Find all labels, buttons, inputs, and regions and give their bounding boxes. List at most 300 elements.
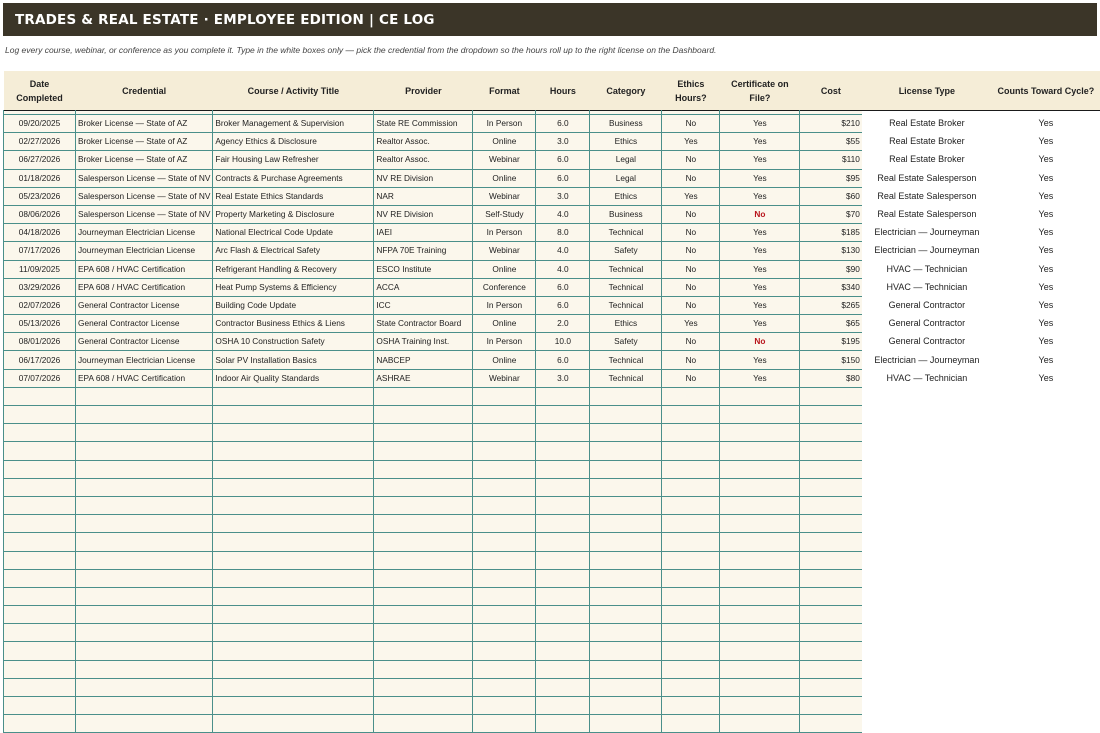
ethics-cell[interactable] bbox=[662, 442, 720, 460]
cost-cell[interactable] bbox=[800, 678, 862, 696]
category-cell[interactable]: Safety bbox=[590, 242, 662, 260]
provider-cell[interactable]: Realtor Assoc. bbox=[374, 133, 473, 151]
cost-cell[interactable]: $265 bbox=[800, 296, 862, 314]
credential-cell[interactable]: Journeyman Electrician License bbox=[76, 224, 213, 242]
col-header-counts-toward-cycle[interactable]: Counts Toward Cycle? bbox=[992, 71, 1100, 111]
cost-cell[interactable] bbox=[800, 424, 862, 442]
format-cell[interactable] bbox=[473, 624, 536, 642]
date-cell[interactable]: 08/06/2026 bbox=[4, 205, 76, 223]
title-cell[interactable]: Real Estate Ethics Standards bbox=[213, 187, 374, 205]
hours-cell[interactable]: 4.0 bbox=[536, 205, 590, 223]
format-cell[interactable] bbox=[473, 587, 536, 605]
hours-cell[interactable]: 6.0 bbox=[536, 151, 590, 169]
date-cell[interactable]: 05/13/2026 bbox=[4, 315, 76, 333]
title-cell[interactable] bbox=[213, 569, 374, 587]
provider-cell[interactable]: ACCA bbox=[374, 278, 473, 296]
title-cell[interactable]: Agency Ethics & Disclosure bbox=[213, 133, 374, 151]
certificate-cell[interactable]: Yes bbox=[720, 187, 800, 205]
ethics-cell[interactable]: No bbox=[662, 169, 720, 187]
certificate-cell[interactable] bbox=[720, 642, 800, 660]
title-cell[interactable] bbox=[213, 697, 374, 715]
title-cell[interactable] bbox=[213, 715, 374, 733]
credential-cell[interactable] bbox=[76, 478, 213, 496]
title-cell[interactable] bbox=[213, 515, 374, 533]
title-cell[interactable] bbox=[213, 660, 374, 678]
provider-cell[interactable]: IAEI bbox=[374, 224, 473, 242]
certificate-cell[interactable] bbox=[720, 406, 800, 424]
credential-cell[interactable]: EPA 608 / HVAC Certification bbox=[76, 278, 213, 296]
col-header-title[interactable]: Course / Activity Title bbox=[213, 71, 374, 111]
provider-cell[interactable] bbox=[374, 569, 473, 587]
hours-cell[interactable] bbox=[536, 697, 590, 715]
date-cell[interactable] bbox=[4, 442, 76, 460]
cost-cell[interactable]: $110 bbox=[800, 151, 862, 169]
date-cell[interactable] bbox=[4, 496, 76, 514]
credential-cell[interactable] bbox=[76, 424, 213, 442]
date-cell[interactable] bbox=[4, 515, 76, 533]
format-cell[interactable]: Online bbox=[473, 133, 536, 151]
category-cell[interactable]: Safety bbox=[590, 333, 662, 351]
date-cell[interactable] bbox=[4, 624, 76, 642]
hours-cell[interactable] bbox=[536, 678, 590, 696]
cost-cell[interactable]: $60 bbox=[800, 187, 862, 205]
ethics-cell[interactable] bbox=[662, 606, 720, 624]
category-cell[interactable] bbox=[590, 606, 662, 624]
date-cell[interactable] bbox=[4, 460, 76, 478]
title-cell[interactable] bbox=[213, 424, 374, 442]
format-cell[interactable]: Webinar bbox=[473, 151, 536, 169]
provider-cell[interactable] bbox=[374, 587, 473, 605]
provider-cell[interactable]: OSHA Training Inst. bbox=[374, 333, 473, 351]
title-cell[interactable]: Refrigerant Handling & Recovery bbox=[213, 260, 374, 278]
provider-cell[interactable]: NV RE Division bbox=[374, 205, 473, 223]
category-cell[interactable] bbox=[590, 624, 662, 642]
provider-cell[interactable]: ICC bbox=[374, 296, 473, 314]
cost-cell[interactable] bbox=[800, 587, 862, 605]
credential-cell[interactable]: Journeyman Electrician License bbox=[76, 351, 213, 369]
cost-cell[interactable]: $185 bbox=[800, 224, 862, 242]
category-cell[interactable] bbox=[590, 406, 662, 424]
date-cell[interactable]: 02/27/2026 bbox=[4, 133, 76, 151]
credential-cell[interactable] bbox=[76, 551, 213, 569]
certificate-cell[interactable] bbox=[720, 587, 800, 605]
ethics-cell[interactable] bbox=[662, 551, 720, 569]
date-cell[interactable] bbox=[4, 678, 76, 696]
date-cell[interactable] bbox=[4, 387, 76, 405]
col-header-ethics[interactable]: Ethics Hours? bbox=[662, 71, 720, 111]
title-cell[interactable] bbox=[213, 406, 374, 424]
certificate-cell[interactable]: Yes bbox=[720, 278, 800, 296]
title-cell[interactable]: Solar PV Installation Basics bbox=[213, 351, 374, 369]
provider-cell[interactable]: ASHRAE bbox=[374, 369, 473, 387]
hours-cell[interactable] bbox=[536, 406, 590, 424]
credential-cell[interactable] bbox=[76, 496, 213, 514]
ethics-cell[interactable] bbox=[662, 478, 720, 496]
date-cell[interactable] bbox=[4, 642, 76, 660]
provider-cell[interactable]: State RE Commission bbox=[374, 115, 473, 133]
category-cell[interactable] bbox=[590, 678, 662, 696]
title-cell[interactable] bbox=[213, 460, 374, 478]
ethics-cell[interactable]: No bbox=[662, 115, 720, 133]
date-cell[interactable] bbox=[4, 551, 76, 569]
hours-cell[interactable] bbox=[536, 460, 590, 478]
category-cell[interactable]: Ethics bbox=[590, 133, 662, 151]
provider-cell[interactable] bbox=[374, 624, 473, 642]
format-cell[interactable] bbox=[473, 678, 536, 696]
category-cell[interactable]: Business bbox=[590, 115, 662, 133]
credential-cell[interactable] bbox=[76, 406, 213, 424]
provider-cell[interactable]: ESCO Institute bbox=[374, 260, 473, 278]
cost-cell[interactable]: $80 bbox=[800, 369, 862, 387]
cost-cell[interactable] bbox=[800, 496, 862, 514]
title-cell[interactable] bbox=[213, 624, 374, 642]
format-cell[interactable]: In Person bbox=[473, 224, 536, 242]
provider-cell[interactable] bbox=[374, 642, 473, 660]
category-cell[interactable] bbox=[590, 442, 662, 460]
date-cell[interactable] bbox=[4, 697, 76, 715]
ethics-cell[interactable] bbox=[662, 642, 720, 660]
provider-cell[interactable] bbox=[374, 697, 473, 715]
category-cell[interactable]: Ethics bbox=[590, 315, 662, 333]
title-cell[interactable] bbox=[213, 387, 374, 405]
format-cell[interactable] bbox=[473, 642, 536, 660]
hours-cell[interactable] bbox=[536, 387, 590, 405]
hours-cell[interactable] bbox=[536, 624, 590, 642]
date-cell[interactable]: 02/07/2026 bbox=[4, 296, 76, 314]
category-cell[interactable]: Technical bbox=[590, 260, 662, 278]
cost-cell[interactable]: $90 bbox=[800, 260, 862, 278]
date-cell[interactable] bbox=[4, 606, 76, 624]
cost-cell[interactable]: $210 bbox=[800, 115, 862, 133]
date-cell[interactable] bbox=[4, 406, 76, 424]
certificate-cell[interactable] bbox=[720, 551, 800, 569]
provider-cell[interactable] bbox=[374, 406, 473, 424]
format-cell[interactable] bbox=[473, 387, 536, 405]
date-cell[interactable]: 04/18/2026 bbox=[4, 224, 76, 242]
format-cell[interactable] bbox=[473, 460, 536, 478]
credential-cell[interactable] bbox=[76, 678, 213, 696]
category-cell[interactable]: Business bbox=[590, 205, 662, 223]
ethics-cell[interactable]: No bbox=[662, 224, 720, 242]
cost-cell[interactable] bbox=[800, 624, 862, 642]
category-cell[interactable]: Technical bbox=[590, 224, 662, 242]
provider-cell[interactable] bbox=[374, 515, 473, 533]
title-cell[interactable]: Property Marketing & Disclosure bbox=[213, 205, 374, 223]
category-cell[interactable] bbox=[590, 460, 662, 478]
certificate-cell[interactable]: Yes bbox=[720, 133, 800, 151]
category-cell[interactable] bbox=[590, 515, 662, 533]
format-cell[interactable]: Online bbox=[473, 351, 536, 369]
title-cell[interactable] bbox=[213, 587, 374, 605]
format-cell[interactable] bbox=[473, 697, 536, 715]
ethics-cell[interactable]: No bbox=[662, 242, 720, 260]
credential-cell[interactable]: Broker License — State of AZ bbox=[76, 151, 213, 169]
cost-cell[interactable] bbox=[800, 606, 862, 624]
format-cell[interactable] bbox=[473, 515, 536, 533]
ethics-cell[interactable]: No bbox=[662, 260, 720, 278]
cost-cell[interactable]: $130 bbox=[800, 242, 862, 260]
category-cell[interactable]: Technical bbox=[590, 278, 662, 296]
cost-cell[interactable] bbox=[800, 387, 862, 405]
hours-cell[interactable] bbox=[536, 715, 590, 733]
title-cell[interactable]: Building Code Update bbox=[213, 296, 374, 314]
category-cell[interactable] bbox=[590, 478, 662, 496]
cost-cell[interactable]: $55 bbox=[800, 133, 862, 151]
title-cell[interactable] bbox=[213, 606, 374, 624]
hours-cell[interactable]: 3.0 bbox=[536, 369, 590, 387]
col-header-date[interactable]: Date Completed bbox=[4, 71, 76, 111]
format-cell[interactable] bbox=[473, 406, 536, 424]
date-cell[interactable]: 07/17/2026 bbox=[4, 242, 76, 260]
hours-cell[interactable] bbox=[536, 660, 590, 678]
credential-cell[interactable] bbox=[76, 606, 213, 624]
hours-cell[interactable] bbox=[536, 606, 590, 624]
hours-cell[interactable]: 4.0 bbox=[536, 242, 590, 260]
ethics-cell[interactable] bbox=[662, 515, 720, 533]
credential-cell[interactable] bbox=[76, 587, 213, 605]
certificate-cell[interactable]: Yes bbox=[720, 296, 800, 314]
cost-cell[interactable] bbox=[800, 533, 862, 551]
certificate-cell[interactable]: Yes bbox=[720, 151, 800, 169]
ethics-cell[interactable] bbox=[662, 424, 720, 442]
provider-cell[interactable]: State Contractor Board bbox=[374, 315, 473, 333]
category-cell[interactable] bbox=[590, 533, 662, 551]
format-cell[interactable] bbox=[473, 424, 536, 442]
title-cell[interactable] bbox=[213, 478, 374, 496]
col-header-credential[interactable]: Credential bbox=[76, 71, 213, 111]
cost-cell[interactable]: $195 bbox=[800, 333, 862, 351]
provider-cell[interactable] bbox=[374, 660, 473, 678]
category-cell[interactable]: Technical bbox=[590, 296, 662, 314]
credential-cell[interactable]: General Contractor License bbox=[76, 296, 213, 314]
hours-cell[interactable]: 3.0 bbox=[536, 133, 590, 151]
category-cell[interactable] bbox=[590, 642, 662, 660]
provider-cell[interactable] bbox=[374, 533, 473, 551]
hours-cell[interactable] bbox=[536, 478, 590, 496]
cost-cell[interactable]: $70 bbox=[800, 205, 862, 223]
credential-cell[interactable]: Broker License — State of AZ bbox=[76, 115, 213, 133]
title-cell[interactable] bbox=[213, 442, 374, 460]
ethics-cell[interactable] bbox=[662, 660, 720, 678]
cost-cell[interactable] bbox=[800, 442, 862, 460]
certificate-cell[interactable] bbox=[720, 387, 800, 405]
credential-cell[interactable]: Salesperson License — State of NV bbox=[76, 205, 213, 223]
hours-cell[interactable]: 6.0 bbox=[536, 351, 590, 369]
hours-cell[interactable] bbox=[536, 551, 590, 569]
certificate-cell[interactable]: Yes bbox=[720, 224, 800, 242]
credential-cell[interactable] bbox=[76, 642, 213, 660]
provider-cell[interactable] bbox=[374, 606, 473, 624]
ethics-cell[interactable] bbox=[662, 460, 720, 478]
hours-cell[interactable] bbox=[536, 587, 590, 605]
format-cell[interactable] bbox=[473, 478, 536, 496]
col-header-license-type[interactable]: License Type bbox=[862, 71, 992, 111]
certificate-cell[interactable]: Yes bbox=[720, 369, 800, 387]
credential-cell[interactable]: Salesperson License — State of NV bbox=[76, 187, 213, 205]
date-cell[interactable]: 11/09/2025 bbox=[4, 260, 76, 278]
certificate-cell[interactable]: No bbox=[720, 333, 800, 351]
certificate-cell[interactable] bbox=[720, 624, 800, 642]
date-cell[interactable]: 03/29/2026 bbox=[4, 278, 76, 296]
provider-cell[interactable]: NABCEP bbox=[374, 351, 473, 369]
ethics-cell[interactable]: No bbox=[662, 369, 720, 387]
col-header-hours[interactable]: Hours bbox=[536, 71, 590, 111]
col-header-category[interactable]: Category bbox=[590, 71, 662, 111]
date-cell[interactable]: 09/20/2025 bbox=[4, 115, 76, 133]
date-cell[interactable]: 08/01/2026 bbox=[4, 333, 76, 351]
certificate-cell[interactable] bbox=[720, 533, 800, 551]
certificate-cell[interactable]: Yes bbox=[720, 242, 800, 260]
provider-cell[interactable] bbox=[374, 478, 473, 496]
certificate-cell[interactable] bbox=[720, 496, 800, 514]
category-cell[interactable]: Technical bbox=[590, 369, 662, 387]
category-cell[interactable] bbox=[590, 551, 662, 569]
format-cell[interactable] bbox=[473, 442, 536, 460]
credential-cell[interactable] bbox=[76, 624, 213, 642]
category-cell[interactable]: Technical bbox=[590, 351, 662, 369]
credential-cell[interactable] bbox=[76, 387, 213, 405]
credential-cell[interactable]: Journeyman Electrician License bbox=[76, 242, 213, 260]
credential-cell[interactable]: Salesperson License — State of NV bbox=[76, 169, 213, 187]
format-cell[interactable] bbox=[473, 606, 536, 624]
ethics-cell[interactable]: No bbox=[662, 151, 720, 169]
format-cell[interactable] bbox=[473, 569, 536, 587]
title-cell[interactable]: Fair Housing Law Refresher bbox=[213, 151, 374, 169]
ethics-cell[interactable]: No bbox=[662, 205, 720, 223]
ethics-cell[interactable] bbox=[662, 496, 720, 514]
hours-cell[interactable]: 6.0 bbox=[536, 169, 590, 187]
date-cell[interactable] bbox=[4, 569, 76, 587]
cost-cell[interactable] bbox=[800, 460, 862, 478]
credential-cell[interactable] bbox=[76, 697, 213, 715]
date-cell[interactable]: 07/07/2026 bbox=[4, 369, 76, 387]
format-cell[interactable]: Conference bbox=[473, 278, 536, 296]
provider-cell[interactable]: NV RE Division bbox=[374, 169, 473, 187]
category-cell[interactable] bbox=[590, 424, 662, 442]
format-cell[interactable]: Self-Study bbox=[473, 205, 536, 223]
title-cell[interactable] bbox=[213, 678, 374, 696]
date-cell[interactable] bbox=[4, 478, 76, 496]
cost-cell[interactable]: $340 bbox=[800, 278, 862, 296]
ethics-cell[interactable]: No bbox=[662, 278, 720, 296]
credential-cell[interactable]: Broker License — State of AZ bbox=[76, 133, 213, 151]
title-cell[interactable]: Contractor Business Ethics & Liens bbox=[213, 315, 374, 333]
title-cell[interactable] bbox=[213, 533, 374, 551]
title-cell[interactable]: Arc Flash & Electrical Safety bbox=[213, 242, 374, 260]
date-cell[interactable] bbox=[4, 587, 76, 605]
format-cell[interactable]: Webinar bbox=[473, 369, 536, 387]
category-cell[interactable] bbox=[590, 697, 662, 715]
title-cell[interactable]: Indoor Air Quality Standards bbox=[213, 369, 374, 387]
credential-cell[interactable]: General Contractor License bbox=[76, 333, 213, 351]
cost-cell[interactable] bbox=[800, 697, 862, 715]
certificate-cell[interactable] bbox=[720, 478, 800, 496]
title-cell[interactable]: Heat Pump Systems & Efficiency bbox=[213, 278, 374, 296]
provider-cell[interactable] bbox=[374, 387, 473, 405]
hours-cell[interactable]: 2.0 bbox=[536, 315, 590, 333]
cost-cell[interactable] bbox=[800, 551, 862, 569]
category-cell[interactable] bbox=[590, 587, 662, 605]
provider-cell[interactable]: NFPA 70E Training bbox=[374, 242, 473, 260]
provider-cell[interactable] bbox=[374, 496, 473, 514]
hours-cell[interactable]: 8.0 bbox=[536, 224, 590, 242]
col-header-cost[interactable]: Cost bbox=[800, 71, 862, 111]
cost-cell[interactable] bbox=[800, 569, 862, 587]
credential-cell[interactable] bbox=[76, 569, 213, 587]
certificate-cell[interactable] bbox=[720, 424, 800, 442]
credential-cell[interactable]: EPA 608 / HVAC Certification bbox=[76, 369, 213, 387]
col-header-format[interactable]: Format bbox=[473, 71, 536, 111]
provider-cell[interactable] bbox=[374, 460, 473, 478]
cost-cell[interactable] bbox=[800, 660, 862, 678]
title-cell[interactable]: National Electrical Code Update bbox=[213, 224, 374, 242]
title-cell[interactable] bbox=[213, 642, 374, 660]
format-cell[interactable]: Online bbox=[473, 169, 536, 187]
hours-cell[interactable] bbox=[536, 442, 590, 460]
hours-cell[interactable]: 6.0 bbox=[536, 115, 590, 133]
hours-cell[interactable]: 4.0 bbox=[536, 260, 590, 278]
format-cell[interactable]: Webinar bbox=[473, 242, 536, 260]
credential-cell[interactable]: EPA 608 / HVAC Certification bbox=[76, 260, 213, 278]
ethics-cell[interactable] bbox=[662, 569, 720, 587]
provider-cell[interactable] bbox=[374, 715, 473, 733]
date-cell[interactable]: 01/18/2026 bbox=[4, 169, 76, 187]
certificate-cell[interactable] bbox=[720, 460, 800, 478]
hours-cell[interactable] bbox=[536, 533, 590, 551]
hours-cell[interactable]: 3.0 bbox=[536, 187, 590, 205]
ethics-cell[interactable] bbox=[662, 678, 720, 696]
format-cell[interactable]: In Person bbox=[473, 333, 536, 351]
provider-cell[interactable]: Realtor Assoc. bbox=[374, 151, 473, 169]
format-cell[interactable]: In Person bbox=[473, 296, 536, 314]
format-cell[interactable] bbox=[473, 533, 536, 551]
certificate-cell[interactable] bbox=[720, 442, 800, 460]
certificate-cell[interactable]: Yes bbox=[720, 115, 800, 133]
hours-cell[interactable] bbox=[536, 496, 590, 514]
hours-cell[interactable] bbox=[536, 515, 590, 533]
certificate-cell[interactable]: Yes bbox=[720, 315, 800, 333]
certificate-cell[interactable] bbox=[720, 515, 800, 533]
cost-cell[interactable] bbox=[800, 515, 862, 533]
ethics-cell[interactable] bbox=[662, 387, 720, 405]
provider-cell[interactable] bbox=[374, 424, 473, 442]
category-cell[interactable]: Legal bbox=[590, 169, 662, 187]
hours-cell[interactable] bbox=[536, 642, 590, 660]
certificate-cell[interactable] bbox=[720, 678, 800, 696]
certificate-cell[interactable] bbox=[720, 660, 800, 678]
ethics-cell[interactable] bbox=[662, 697, 720, 715]
ethics-cell[interactable] bbox=[662, 406, 720, 424]
ethics-cell[interactable] bbox=[662, 715, 720, 733]
cost-cell[interactable] bbox=[800, 478, 862, 496]
credential-cell[interactable]: General Contractor License bbox=[76, 315, 213, 333]
title-cell[interactable] bbox=[213, 551, 374, 569]
title-cell[interactable]: Broker Management & Supervision bbox=[213, 115, 374, 133]
date-cell[interactable] bbox=[4, 533, 76, 551]
ethics-cell[interactable]: No bbox=[662, 333, 720, 351]
ethics-cell[interactable] bbox=[662, 624, 720, 642]
certificate-cell[interactable]: No bbox=[720, 205, 800, 223]
format-cell[interactable] bbox=[473, 660, 536, 678]
title-cell[interactable] bbox=[213, 496, 374, 514]
format-cell[interactable]: Online bbox=[473, 315, 536, 333]
date-cell[interactable] bbox=[4, 424, 76, 442]
provider-cell[interactable]: NAR bbox=[374, 187, 473, 205]
credential-cell[interactable] bbox=[76, 442, 213, 460]
cost-cell[interactable] bbox=[800, 642, 862, 660]
cost-cell[interactable]: $95 bbox=[800, 169, 862, 187]
ethics-cell[interactable]: No bbox=[662, 296, 720, 314]
